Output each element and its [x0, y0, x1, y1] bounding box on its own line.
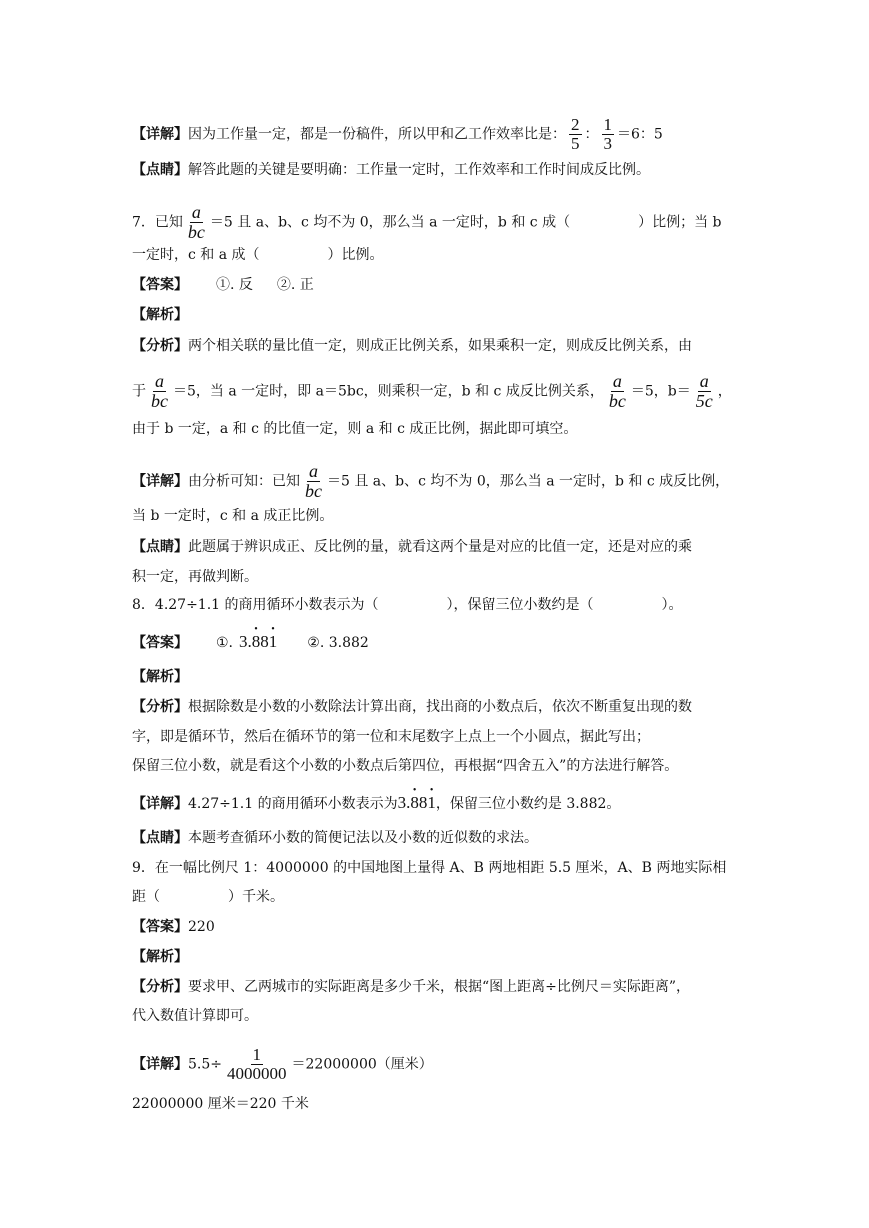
- tag-answer: 【答案】: [132, 919, 188, 935]
- analysis-heading: [132, 305, 188, 325]
- fraction: [186, 203, 207, 242]
- numerator: a: [155, 371, 164, 391]
- explanation-line: [132, 462, 729, 501]
- denominator: 3: [603, 133, 612, 153]
- text: 此题属于辨识成正、反比例的量，就看这两个量是对应的比值一定，还是对应的乘: [188, 539, 692, 555]
- tag-key-point: 【点睛】: [132, 162, 188, 178]
- tag-detail: 【详解】: [132, 473, 188, 490]
- denominator: 5c: [695, 390, 713, 411]
- digit: 1: [268, 632, 278, 651]
- answer-value: 220: [188, 919, 215, 935]
- digit: 8: [251, 632, 261, 651]
- tag-analysis: 【解析】: [132, 949, 188, 965]
- repeat-digit: [410, 785, 419, 813]
- tag-answer: 【答案】: [132, 635, 188, 651]
- text: ＝22000000（厘米）: [291, 1056, 433, 1073]
- answer-1: ①.: [216, 635, 234, 651]
- text: 代入数值计算即可。: [132, 1008, 258, 1024]
- numerator: a: [612, 371, 622, 391]
- digit: 8: [418, 793, 428, 812]
- answer-line: [132, 275, 314, 295]
- text: ），保留三位小数约是（: [446, 597, 594, 613]
- denominator: bc: [305, 480, 322, 501]
- text: 保留三位小数，就是看这个小数的小数点后第四位，再根据“四舍五入”的方法进行解答。: [132, 758, 679, 774]
- text: 由于 b 一定，a 和 c 的比值一定，则 a 和 c 成正比例，据此即可填空。: [132, 421, 578, 437]
- text: ＝5，当 a 一定时，即 a＝5bc，则乘积一定，b 和 c 成反比例关系，: [173, 383, 604, 400]
- analysis-line: [132, 697, 692, 717]
- text: 因为工作量一定，都是一份稿件，所以甲和乙工作效率比是：: [188, 126, 566, 143]
- digit: 8: [260, 632, 269, 651]
- text: ＝6：5: [617, 126, 663, 143]
- analysis-line: [132, 977, 690, 997]
- key-point-line: [132, 567, 258, 587]
- explanation-line: [132, 785, 621, 814]
- answer-2: ②. 3.882: [307, 635, 369, 651]
- fraction: [303, 462, 324, 501]
- question-number: 9．在一幅比例尺 1：4000000 的中国地图上量得 A、B 两地相距 5.5 厘米，A、B 两地实际相: [132, 860, 727, 876]
- numerator: 1: [252, 1045, 261, 1064]
- text: 字，即是循环节，然后在循环节的第一位和末尾数字上点上一个小圆点，据此写出；: [132, 729, 650, 745]
- fraction: [569, 116, 582, 153]
- text: ）比例。: [327, 247, 384, 263]
- question-number: 8．4.27÷1.1 的商用循环小数表示为（: [132, 597, 379, 613]
- analysis-heading: [132, 667, 188, 687]
- text: 本题考查循环小数的简便记法以及小数的近似数的求法。: [188, 830, 538, 846]
- tag-analysis-detail: 【分析】: [132, 979, 188, 995]
- fraction: [149, 372, 170, 411]
- repeat-dot: •: [271, 624, 275, 635]
- text: ，: [717, 383, 732, 400]
- explanation-line: [132, 116, 663, 153]
- explanation-line: [132, 1046, 433, 1083]
- question-9-line: [132, 887, 284, 907]
- text: 要求甲、乙两城市的实际距离是多少千米，根据“图上距离÷比例尺＝实际距离”，: [188, 979, 691, 995]
- text: 22000000 厘米＝220 千米: [132, 1096, 309, 1112]
- repeat-digit: [427, 785, 436, 813]
- tag-detail: 【详解】: [132, 796, 188, 812]
- repeat-dot: •: [412, 785, 417, 796]
- text: ＝5 且 a、b、c 均不为 0，那么当 a 一定时，b 和 c 成反比例，: [327, 473, 730, 490]
- tag-detail: 【详解】: [132, 126, 188, 143]
- explanation-line: [132, 506, 333, 526]
- denominator: bc: [608, 390, 626, 411]
- key-point-line: [132, 828, 538, 848]
- analysis-line: [132, 336, 692, 356]
- tag-analysis-detail: 【分析】: [132, 699, 188, 715]
- text: ＝5，b＝: [630, 383, 691, 400]
- analysis-line: [132, 419, 577, 439]
- question-number: 7．已知: [132, 214, 183, 231]
- text: 于: [132, 383, 146, 400]
- fraction: [607, 372, 628, 411]
- text: 4.27÷1.1 的商用循环小数表示为: [188, 796, 398, 812]
- digit: 1: [427, 793, 436, 812]
- tag-analysis: 【解析】: [132, 307, 188, 323]
- text: 当 b 一定时，c 和 a 成正比例。: [132, 508, 334, 524]
- tag-answer: 【答案】: [132, 277, 188, 293]
- text: 两个相关联的量比值一定，则成正比例关系，如果乘积一定，则成反比例关系，由: [188, 338, 692, 354]
- denominator: bc: [151, 390, 168, 411]
- text: 根据除数是小数的小数除法计算出商，找出商的小数点后，依次不断重复出现的数: [188, 699, 692, 715]
- text: 一定时，c 和 a 成（: [132, 247, 260, 263]
- question-8-line: [132, 595, 683, 615]
- text: ）千米。: [228, 889, 284, 905]
- question-7-line: [132, 203, 722, 242]
- text: 由分析可知：已知: [188, 473, 300, 490]
- denominator: 4000000: [227, 1063, 287, 1083]
- tag-analysis: 【解析】: [132, 669, 188, 685]
- analysis-line: [132, 727, 650, 747]
- answer-line: [132, 624, 369, 653]
- text: 积一定，再做判断。: [132, 569, 258, 585]
- answer-2: ②. 正: [276, 277, 314, 293]
- repeat-dot: •: [429, 785, 434, 796]
- key-point-line: [132, 537, 692, 557]
- numerator: 1: [603, 115, 612, 134]
- key-point-line: [132, 160, 650, 180]
- repeating-decimal: [239, 624, 278, 651]
- tag-key-point: 【点睛】: [132, 830, 188, 846]
- tag-analysis-detail: 【分析】: [132, 338, 188, 354]
- numerator: a: [699, 371, 709, 391]
- digit: 8: [410, 793, 419, 812]
- question-7-line: [132, 245, 384, 265]
- text: ：: [584, 126, 599, 143]
- explanation-line: [132, 1094, 309, 1114]
- answer-1: ①. 反: [216, 277, 253, 293]
- numerator: 2: [571, 115, 580, 134]
- numerator: a: [191, 202, 201, 222]
- tag-detail: 【详解】: [132, 1056, 188, 1073]
- question-9-line: [132, 858, 726, 878]
- text: 距（: [132, 889, 160, 905]
- text: ＝5 且 a、b、c 均不为 0，那么当 a 一定时，b 和 c 成（: [209, 214, 571, 231]
- text: 解答此题的关键是要明确：工作量一定时，工作效率和工作时间成反比例。: [188, 162, 650, 178]
- text: ）比例；当 b: [638, 214, 722, 231]
- digit: 3.: [239, 632, 252, 651]
- text: ，保留三位小数约是 3.882。: [435, 796, 621, 812]
- text: ）。: [661, 597, 683, 613]
- repeat-digit: [251, 624, 261, 652]
- numerator: a: [309, 461, 318, 481]
- analysis-line: [132, 372, 732, 411]
- text: 5.5÷: [188, 1056, 222, 1073]
- fraction: [602, 116, 615, 153]
- analysis-line: [132, 756, 678, 776]
- repeat-dot: •: [254, 624, 258, 635]
- fraction: [694, 372, 715, 411]
- denominator: bc: [187, 221, 205, 242]
- analysis-heading: [132, 947, 188, 967]
- repeat-digit: [268, 624, 278, 652]
- answer-line: [132, 917, 215, 937]
- denominator: 5: [571, 133, 580, 153]
- repeating-decimal: [397, 785, 436, 812]
- tag-key-point: 【点睛】: [132, 539, 188, 555]
- fraction: [225, 1046, 289, 1083]
- digit: 3.: [397, 793, 411, 812]
- analysis-line: [132, 1006, 258, 1026]
